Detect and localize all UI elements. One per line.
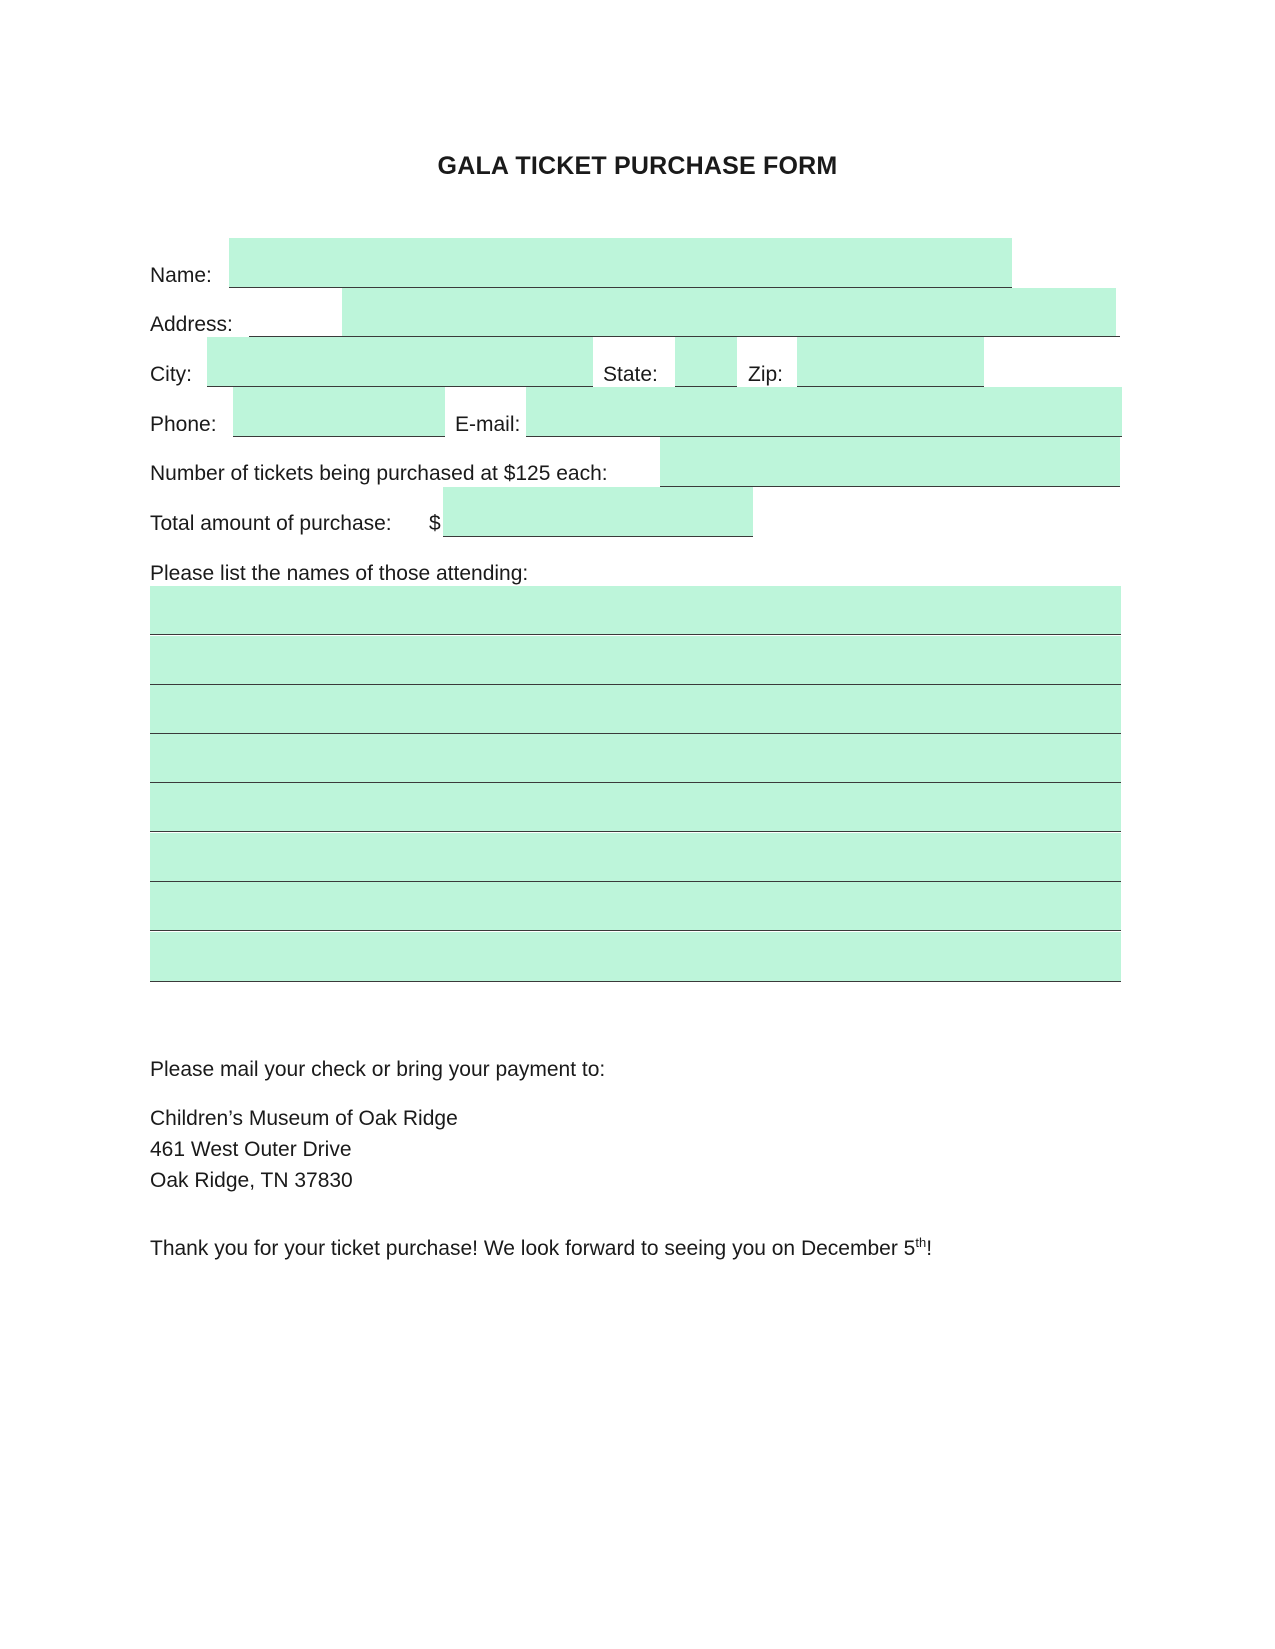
address-underline: [249, 287, 342, 337]
attendee-line[interactable]: [150, 636, 1121, 685]
closing-message: [150, 1227, 932, 1264]
city-field[interactable]: [207, 337, 593, 387]
mailing-city: Oak Ridge, TN 37830: [150, 1169, 353, 1192]
address-field[interactable]: [342, 288, 1116, 337]
attendee-line[interactable]: [150, 783, 1121, 832]
city-label: City:: [150, 363, 192, 386]
mailing-street: 461 West Outer Drive: [150, 1138, 352, 1161]
phone-field[interactable]: [233, 387, 445, 437]
page-title: GALA TICKET PURCHASE FORM: [437, 152, 838, 180]
closing-text: Thank you for your ticket purchase! We look forward to seeing you on December 5: [150, 1237, 916, 1260]
attendee-line[interactable]: [150, 932, 1121, 982]
name-label: Name:: [150, 264, 212, 287]
state-field[interactable]: [675, 337, 737, 387]
attendee-line[interactable]: [150, 882, 1121, 931]
email-label: E-mail:: [455, 413, 521, 436]
mailing-org: Children’s Museum of Oak Ridge: [150, 1107, 458, 1130]
attendee-line[interactable]: [150, 586, 1121, 635]
address-label: Address:: [150, 313, 233, 336]
phone-label: Phone:: [150, 413, 217, 436]
tickets-label: Number of tickets being purchased at $125 each:: [150, 462, 608, 485]
email-field[interactable]: [526, 387, 1122, 437]
attendee-line[interactable]: [150, 833, 1121, 882]
tickets-field[interactable]: [660, 437, 1120, 487]
zip-label: Zip:: [748, 363, 784, 386]
attendee-line[interactable]: [150, 685, 1121, 734]
total-field[interactable]: [443, 487, 753, 537]
name-field[interactable]: [229, 238, 1012, 288]
attendees-label: Please list the names of those attending:: [150, 562, 529, 585]
closing-end: !: [926, 1237, 933, 1260]
zip-field[interactable]: [797, 337, 984, 387]
address-underline-end: [1116, 287, 1120, 337]
mailing-instructions: Please mail your check or bring your payment to:: [150, 1058, 606, 1081]
attendee-line[interactable]: [150, 734, 1121, 783]
closing-ordinal: th: [915, 1235, 927, 1250]
total-currency: $: [429, 512, 441, 535]
state-label: State:: [603, 363, 658, 386]
total-label: Total amount of purchase:: [150, 512, 392, 535]
